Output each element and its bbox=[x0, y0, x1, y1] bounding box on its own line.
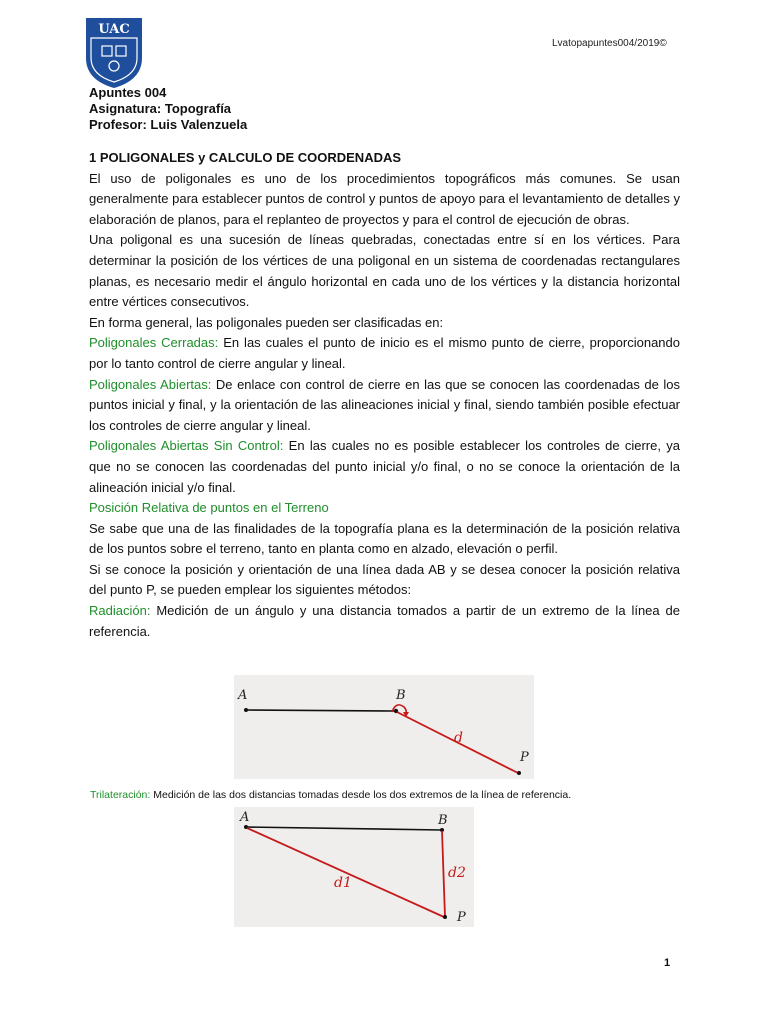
document-reference: Lvatopapuntes004/2019© bbox=[552, 38, 667, 49]
label-a: A bbox=[240, 810, 250, 825]
term-open-no-control: Poligonales Abiertas Sin Control: bbox=[89, 438, 284, 454]
page-number: 1 bbox=[664, 957, 671, 969]
header-professor: Profesor: Luis Valenzuela bbox=[89, 117, 248, 132]
paragraph-open-no-control bbox=[89, 436, 680, 498]
term-trilateration: Trilateración: bbox=[90, 789, 151, 801]
term-open: Poligonales Abiertas: bbox=[89, 376, 212, 392]
header-subject: Asignatura: Topografía bbox=[89, 101, 232, 116]
paragraph-open bbox=[89, 375, 680, 437]
label-p: P bbox=[457, 910, 466, 925]
reference-line-ab bbox=[246, 827, 442, 830]
label-b: B bbox=[396, 688, 406, 703]
paragraph-intro: El uso de poligonales es uno de los procedimientos topográficos más comunes. Se usan generalmente para establecer puntos de control y puntos de apoyo para el levantamiento de detalles y elaboración de planos, para el replanteo de proyectos y para el control de ejecución de obras. bbox=[89, 170, 680, 227]
text-open-no-control: En las cuales no es posible establecer los controles de cierre, ya que no se conocen las coordenadas del punto inicial y/o final, o no se conoce la orientación de la alineación inicial y/o final. bbox=[89, 438, 680, 495]
university-shield-icon bbox=[82, 14, 146, 90]
point-p bbox=[443, 915, 447, 919]
paragraph-definition: Una poligonal es una sucesión de líneas quebradas, conectadas entre sí en los vértices. Para determinar la posición de los vértices de una poligonal en un sistema de coordenadas rectangulares planas, es necesario medir el ángulo horizontal en cada uno de los vértices y la distancia horizontal entre vértices consecutivos. bbox=[89, 232, 680, 310]
paragraph-classification: En forma general, las poligonales pueden ser clasificadas en: bbox=[89, 314, 444, 330]
radiation-figure bbox=[234, 675, 534, 779]
section-title: 1 POLIGONALES y CALCULO DE COORDENADAS bbox=[89, 150, 402, 165]
paragraph-closed bbox=[89, 333, 680, 374]
point-p bbox=[517, 771, 521, 775]
label-d1: d1 bbox=[334, 875, 352, 891]
trilateration-caption bbox=[90, 789, 571, 801]
logo-text: UAC bbox=[98, 22, 130, 37]
subsection-title: Posición Relativa de puntos en el Terreno bbox=[89, 500, 329, 516]
paragraph-radiation bbox=[89, 601, 680, 642]
label-d: d bbox=[454, 730, 463, 746]
header-title: Apuntes 004 bbox=[89, 85, 167, 100]
term-radiation: Radiación: bbox=[89, 603, 151, 619]
university-logo bbox=[82, 14, 146, 90]
document-body bbox=[89, 148, 680, 642]
label-d2: d2 bbox=[448, 865, 466, 881]
reference-line-ab bbox=[246, 710, 394, 711]
point-a bbox=[244, 708, 248, 712]
term-closed: Poligonales Cerradas: bbox=[89, 335, 219, 351]
text-open: De enlace con control de cierre en las que se conocen las coordenadas de los puntos inicial y final, y la orientación de las alineaciones inicial y final, siendo también posible efectuar los controles de cierre angular y lineal. bbox=[89, 376, 680, 433]
document-header bbox=[89, 85, 247, 133]
paragraph-relative-position: Se sabe que una de las finalidades de la topografía plana es la determinación de la posición relativa de los puntos sobre el terreno, tanto en planta como en alzado, elevación o perfil. bbox=[89, 520, 680, 557]
paragraph-methods: Si se conoce la posición y orientación de una línea dada AB y se desea conocer la posición relativa del punto P, se pueden emplear los siguientes métodos: bbox=[89, 561, 680, 598]
distance-line-d2 bbox=[442, 831, 445, 917]
text-trilateration: Medición de las dos distancias tomadas desde los dos extremos de la línea de referencia. bbox=[150, 789, 572, 801]
distance-line-d1 bbox=[247, 828, 444, 917]
text-closed: En las cuales el punto de inicio es el mismo punto de cierre, proporcionando por lo tanto control de cierre angular y lineal. bbox=[89, 335, 680, 371]
label-b: B bbox=[438, 813, 448, 828]
label-a: A bbox=[238, 688, 248, 703]
text-radiation: Medición de un ángulo y una distancia tomados a partir de un extremo de la línea de referencia. bbox=[89, 603, 680, 639]
label-p: P bbox=[520, 750, 529, 765]
trilateration-figure bbox=[234, 807, 474, 927]
